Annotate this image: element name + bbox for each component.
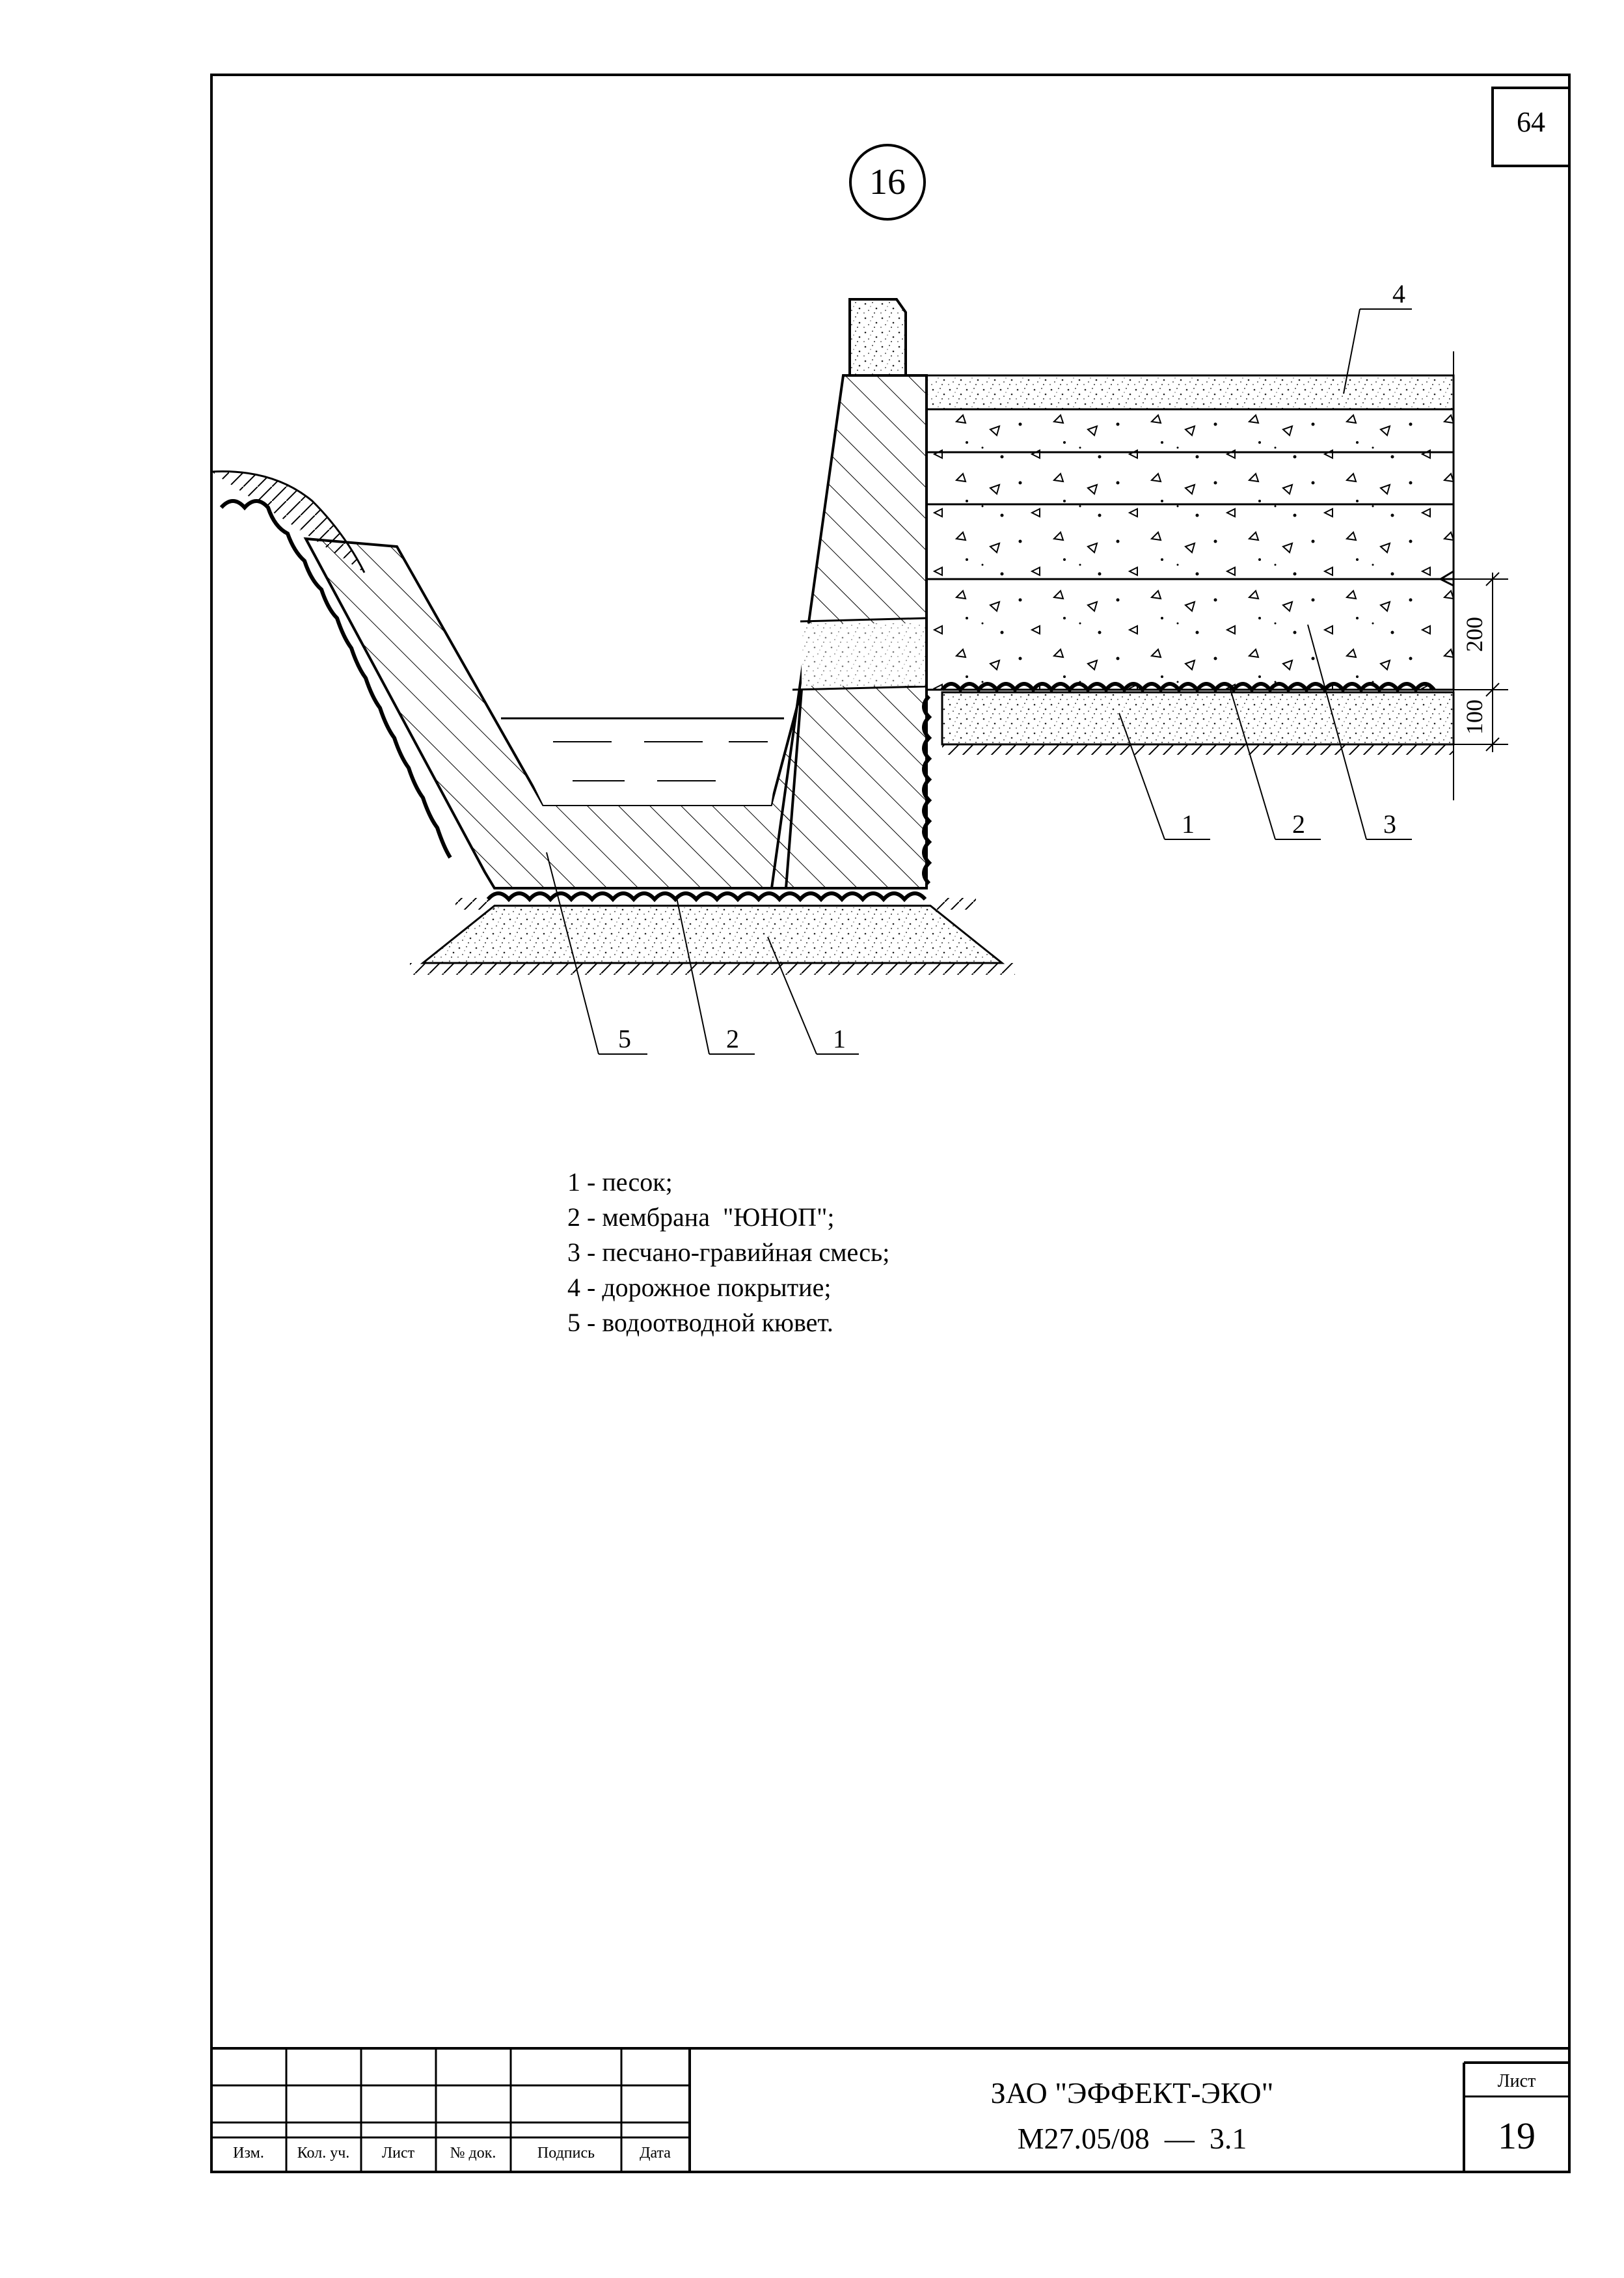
legend-item: 2 - мембрана "ЮНОП"; [567,1202,835,1232]
callout-ditch-1: 1 [833,1024,846,1053]
callout-ditch-5: 5 [618,1024,631,1053]
hdr-doc-no: № док. [450,2145,496,2162]
hdr-signature: Подпись [537,2145,595,2162]
callout-right-2: 2 [1292,809,1305,839]
hdr-list: Лист [381,2145,415,2162]
legend-item: 1 - песок; [567,1167,673,1197]
base-layer-b [927,452,1454,504]
hdr-date: Дата [640,2145,671,2162]
legend-item: 5 - водоотводной кювет. [567,1308,833,1337]
ditch-sand-base [423,906,1002,963]
company-name: ЗАО "ЭФФЕКТ-ЭКО" [990,2076,1274,2109]
base-layer-a [927,409,1454,452]
detail-number: 16 [869,162,906,202]
road-structure [927,351,1454,800]
hdr-izm: Изм. [233,2145,264,2162]
callout-4: 4 [1392,279,1405,308]
water-area [501,718,784,805]
callout-ditch-2: 2 [726,1024,739,1053]
document-code: М27.05/08 — 3.1 [1017,2122,1247,2155]
legend [567,1165,889,1340]
hdr-kol-uch: Кол. уч. [297,2145,350,2162]
curb-stone [850,299,906,375]
road-ground-hatch [942,744,1454,755]
title-block [211,2048,1569,2172]
callout-right-1: 1 [1182,809,1195,839]
sheet-number: 19 [1498,2115,1536,2157]
dim-100: 100 [1461,699,1487,735]
sheet-label: Лист [1497,2071,1536,2091]
curb-wall [772,299,927,888]
dim-200: 200 [1461,617,1487,652]
base-layer-c [927,504,1454,579]
corner-number: 64 [1517,106,1545,138]
legend-item: 3 - песчано-гравийная смесь; [567,1238,890,1267]
legend-item: 4 - дорожное покрытие; [567,1273,832,1302]
road-sand-layer [942,692,1454,744]
callout-right-3: 3 [1383,809,1396,839]
sand-gravel-layer [927,579,1454,690]
road-surface-layer [927,375,1454,409]
